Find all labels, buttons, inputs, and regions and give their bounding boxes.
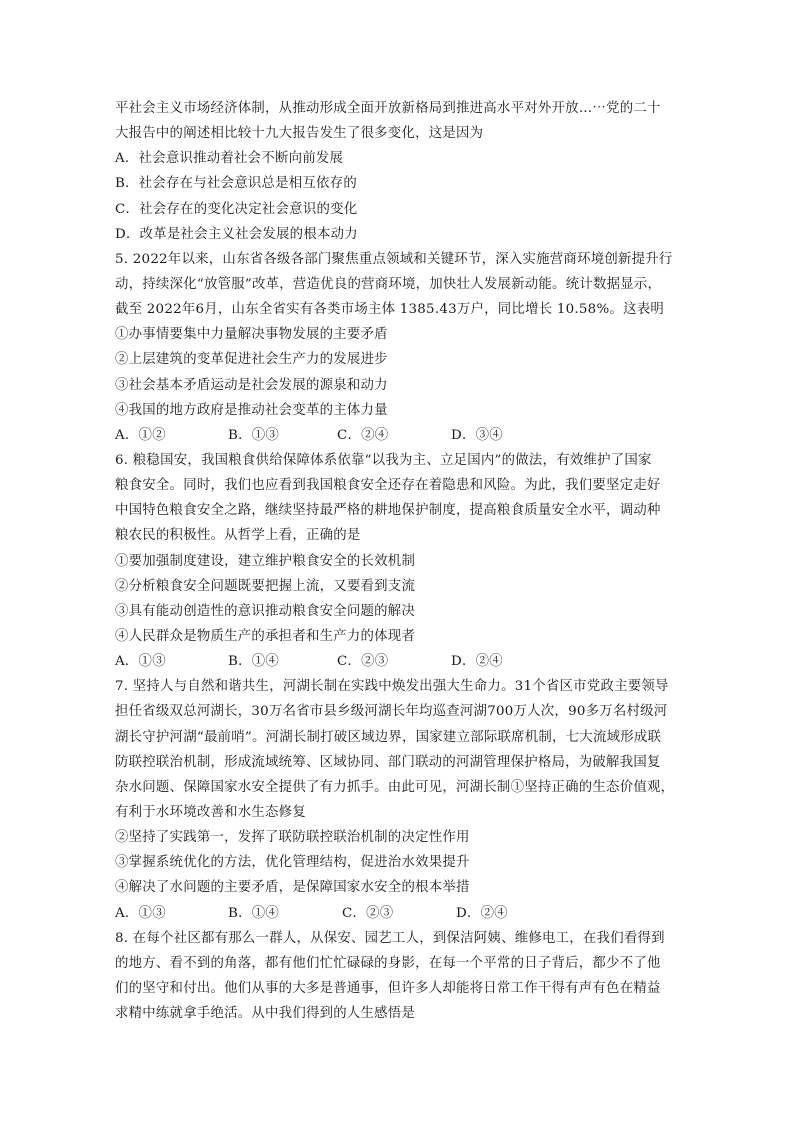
question-text-line: 中国特色粮食安全之路，继续坚持最严格的耕地保护制度，提高粮食质量安全水平，调动种	[115, 503, 661, 519]
choice-c: C．②③	[337, 654, 389, 670]
choice-a: A．①③	[115, 905, 166, 921]
question-text-line: 们的坚守和付出。他们从事的大多是普通事，但许多人却能将日常工作干得有声有色在精益	[115, 980, 661, 996]
answer-choices	[115, 423, 685, 448]
question-text-line: 截至 2022年6月，山东全省实有各类市场主体 1385.43万户，同比增长 10.58%。这表明	[115, 302, 664, 318]
question-text-line: 5. 2022年以来，山东省各级各部门聚焦重点领域和关键环节，深入实施营商环境创新提升行	[115, 251, 673, 267]
question-text-line: 担任省级双总河湖长，30万名省市县乡级河湖长年均巡查河湖700万人次，90多万名村级河	[115, 704, 668, 720]
choice-c: C．②③	[342, 905, 394, 921]
option-a: A．社会意识推动着社会不断向前发展	[115, 151, 344, 167]
statement-3: ③掌握系统优化的方法，优化管理结构，促进治水效果提升	[115, 855, 470, 871]
option-d: D．改革是社会主义社会发展的根本动力	[115, 226, 358, 242]
statement-2: ②坚持了实践第一，发挥了联防联控联治机制的决定性作用	[115, 830, 470, 846]
question-7	[115, 674, 685, 925]
question-text-line: 有利于水环境改善和水生态修复	[115, 804, 306, 820]
choice-b: B．①④	[228, 905, 280, 921]
answer-choices	[115, 901, 685, 926]
question-text-line: 动，持续深化“放管服”改革，营造优良的营商环境，加快壮人发展新动能。统计数据显示，	[115, 276, 662, 292]
question-text-line: 湖长守护河湖“最前哨”。河湖长制打破区域边界，国家建立部际联席机制，七大流域形成联	[115, 729, 662, 745]
question-text-line: 防联控联治机制，形成流域统筹、区域协同、部门联动的河湖管理保护格局，为破解我国复	[115, 754, 661, 770]
question-5	[115, 247, 685, 448]
statement-4: ④人民群众是物质生产的承担者和生产力的体现者	[115, 628, 416, 644]
choice-b: B．①③	[228, 427, 280, 443]
question-4	[115, 96, 685, 247]
statement-1: ①办事情要集中力量解决事物发展的主要矛盾	[115, 327, 388, 343]
statement-2: ②分析粮食安全问题既要把握上流，又要看到支流	[115, 578, 416, 594]
statement-3: ③社会基本矛盾运动是社会发展的源泉和动力	[115, 377, 388, 393]
choice-b: B．①④	[228, 654, 280, 670]
question-text-line: 大报告中的阐述相比较十九大报告发生了很多变化，这是因为	[115, 126, 484, 142]
question-text-line: 7. 坚持人与自然和谐共生，河湖长制在实践中焕发出强大生命力。31个省区市党政主要领导	[115, 679, 669, 695]
answer-choices	[115, 649, 685, 674]
choice-a: A．①③	[115, 654, 166, 670]
question-6	[115, 448, 685, 674]
option-b: B．社会存在与社会意识总是相互依存的	[115, 176, 357, 192]
question-text-line: 粮农民的积极性。从哲学上看，正确的是	[115, 528, 361, 544]
question-text-line: 平社会主义市场经济体制，从推动形成全面开放新格局到推进高水平对外开放…⋯党的二十	[115, 101, 661, 116]
question-text-line: 杂水问题、保障国家水安全提供了有力抓手。由此可见，河湖长制①坚持正确的生态价值观，	[115, 779, 675, 795]
question-content	[115, 96, 685, 1026]
question-text-line: 6. 粮稳国安，我国粮食供给保障体系依靠“以我为主、立足国内”的做法，有效维护了国家	[115, 452, 652, 468]
choice-d: D．②④	[451, 654, 503, 670]
statement-1: ①要加强制度建设，建立维护粮食安全的长效机制	[115, 553, 416, 569]
question-text-line: 求精中练就拿手绝活。从中我们得到的人生感悟是	[115, 1006, 416, 1022]
choice-c: C．②④	[337, 427, 389, 443]
statement-4: ④我国的地方政府是推动社会变革的主体力量	[115, 402, 388, 418]
question-text-line: 8. 在每个社区都有那么一群人，从保安、园艺工人，到保洁阿姨、维修电工，在我们看得到	[115, 930, 665, 946]
question-text-line: 的地方、看不到的角落，都有他们忙忙碌碌的身影，在每一个平常的日子背后，都少不了他	[115, 955, 661, 971]
statement-2: ②上层建筑的变革促进社会生产力的发展进步	[115, 352, 388, 368]
choice-a: A．①②	[115, 427, 166, 443]
choice-d: D．③④	[451, 427, 503, 443]
statement-3: ③具有能动创造性的意识推动粮食安全问题的解决	[115, 603, 416, 619]
question-8	[115, 926, 685, 1027]
option-c: C．社会存在的变化决定社会意识的变化	[115, 201, 358, 217]
choice-d: D．②④	[456, 905, 508, 921]
question-text-line: 粮食安全。同时，我们也应看到我国粮食安全还存在着隐患和风险。为此，我们要坚定走好	[115, 478, 661, 494]
statement-4: ④解决了水问题的主要矛盾，是保障国家水安全的根本举措	[115, 880, 470, 896]
